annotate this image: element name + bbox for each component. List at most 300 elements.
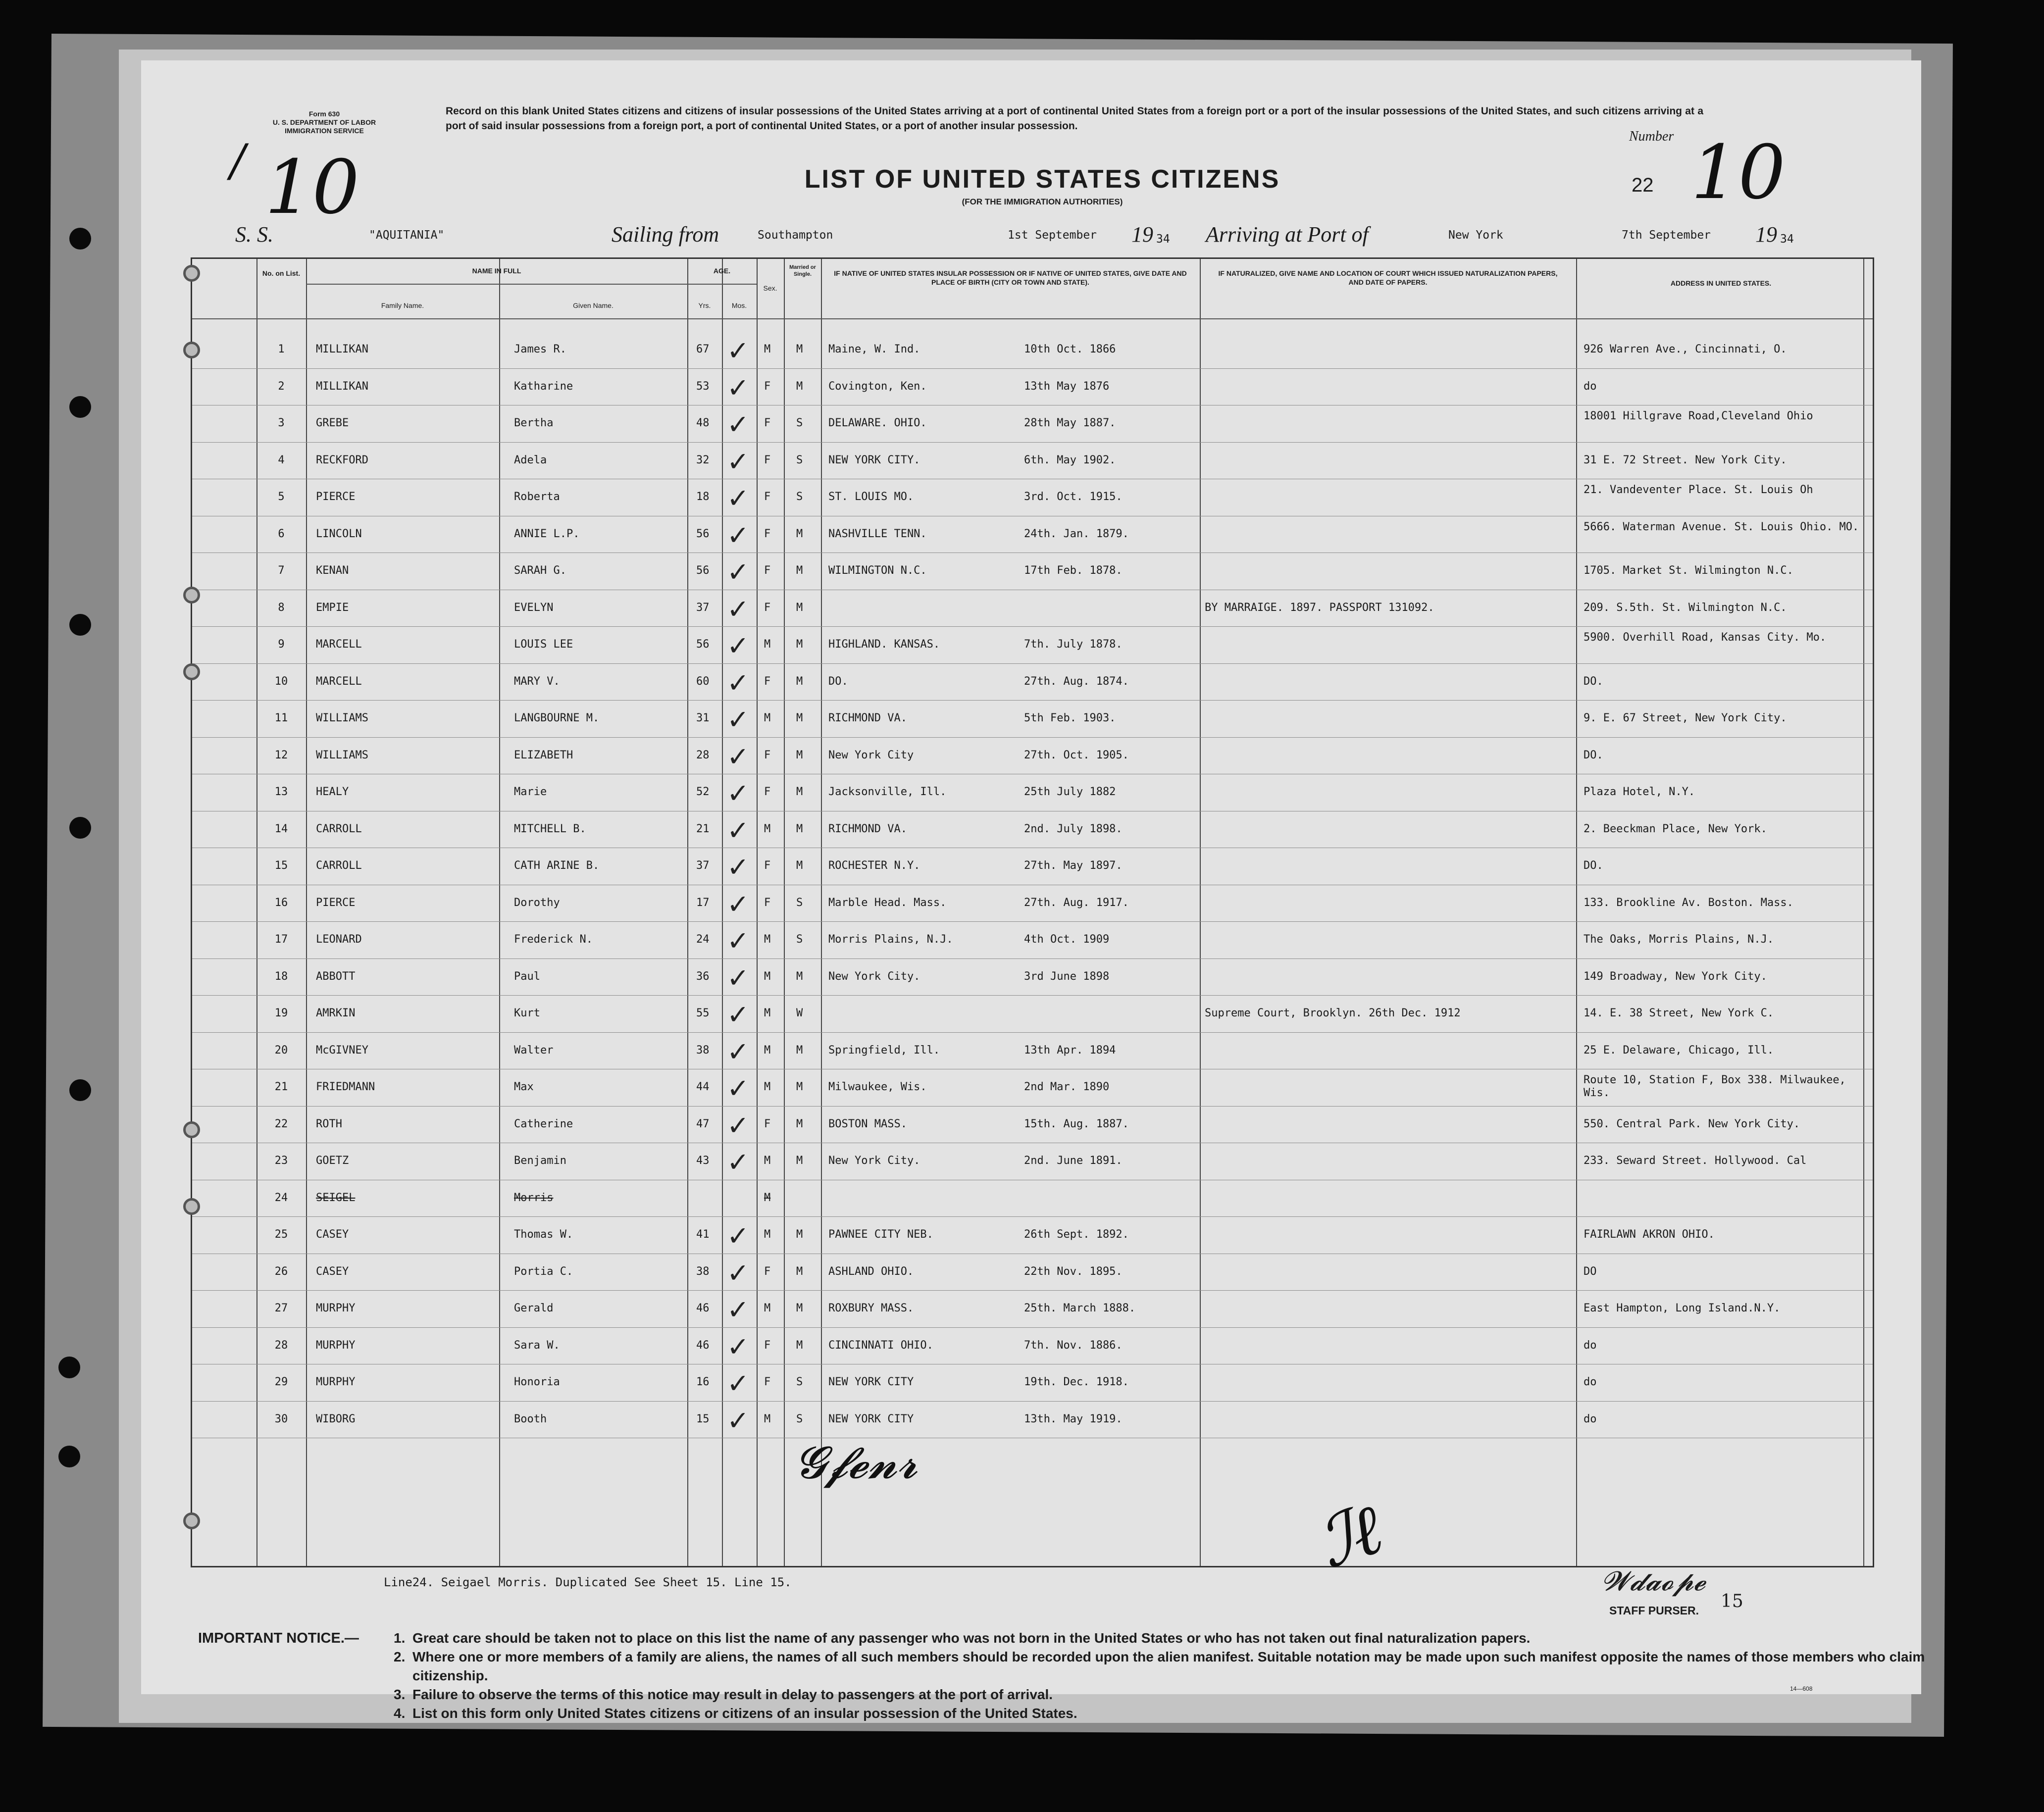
marital-status: M [796,1081,803,1093]
birth-place: WILMINGTON N.C. [828,564,927,577]
arriving-label: Arriving at Port of [1206,222,1369,247]
address: 2. Beeckman Place, New York. [1584,822,1767,835]
address: do [1584,1412,1597,1425]
age-years: 21 [696,822,710,835]
age-years: 18 [696,491,710,503]
page-number: 15 [1721,1591,1743,1611]
birth-place: Marble Head. Mass. [828,896,947,909]
check-mark-icon: ✓ [727,1073,750,1104]
age-years: 67 [696,343,710,355]
notice-item: 3. Failure to observe the terms of this notice may result in delay to passengers at the port of arrival. [394,1687,1053,1702]
birth-place: NEW YORK CITY [828,1376,914,1388]
passenger-row [192,592,1876,628]
address: 926 Warren Ave., Cincinnati, O. [1584,343,1787,355]
sailing-label: Sailing from [612,222,719,247]
birth-date: 17th Feb. 1878. [1024,564,1123,577]
row-number: 23 [274,1155,288,1167]
birth-date: 2nd Mar. 1890 [1024,1081,1110,1093]
sex: F [764,380,771,393]
given-name: Kurt [514,1007,540,1019]
sex: F [764,749,771,761]
check-mark-icon: ✓ [727,1147,750,1178]
check-mark-icon: ✓ [727,409,750,440]
header-birth: IF NATIVE OF UNITED STATES INSULAR POSSESSION OR IF NATIVE OF UNITED STATES, GIVE DATE AND PLACE OF BIRTH (CITY OR TOWN AND STATE). [834,269,1187,286]
address: 1705. Market St. Wilmington N.C. [1584,564,1793,577]
age-years: 47 [696,1117,710,1130]
marital-status: M [796,786,803,798]
marital-status: M [796,712,803,724]
birth-place: ROCHESTER N.Y. [828,859,920,872]
form-identifier [255,110,394,135]
binder-hole [69,817,91,839]
header-age: AGE. [713,267,731,275]
family-name: WILLIAMS [316,712,368,724]
age-years: 15 [696,1412,710,1425]
sex: M [764,1228,771,1241]
check-mark-icon: ✓ [727,1036,750,1067]
address: 550. Central Park. New York City. [1584,1117,1800,1130]
age-years: 24 [696,933,710,946]
family-name: CASEY [316,1265,349,1278]
marital-status: M [796,859,803,872]
check-mark-icon: ✓ [727,778,750,809]
birth-date: 6th. May 1902. [1024,453,1116,466]
address: The Oaks, Morris Plains, N.J. [1584,933,1774,946]
age-years: 55 [696,1007,710,1019]
given-name: Frederick N. [514,933,593,946]
birth-date: 28th May 1887. [1024,417,1116,429]
marital-status: S [796,933,803,946]
form-number: Form 630 [308,110,340,118]
family-name: GOETZ [316,1155,349,1167]
birth-place: ASHLAND OHIO. [828,1265,914,1278]
purser-signature: 𝓦𝓭𝓪𝓸𝓹𝓮 [1602,1565,1706,1597]
passenger-row [192,960,1876,997]
address: 209. S.5th. St. Wilmington N.C. [1584,601,1787,614]
birth-date: 7th. Nov. 1886. [1024,1339,1123,1352]
age-years: 56 [696,564,710,577]
marital-status: M [796,601,803,614]
address: 133. Brookline Av. Boston. Mass. [1584,896,1793,909]
family-name: SEIGEL [316,1191,356,1204]
row-number: 30 [274,1412,288,1425]
marital-status: M [796,527,803,540]
birth-place: RICHMOND VA. [828,712,907,724]
birth-date: 4th Oct. 1909 [1024,933,1110,946]
passenger-row [192,850,1876,886]
birth-date: 3rd June 1898 [1024,970,1110,983]
sex: F [764,1117,771,1130]
sex: M [764,1081,771,1093]
birth-date: 2nd. July 1898. [1024,822,1123,835]
family-name: PIERCE [316,491,356,503]
age-years: 28 [696,749,710,761]
row-number: 14 [274,822,288,835]
birth-place: Springfield, Ill. [828,1044,940,1057]
address: 21. Vandeventer Place. St. Louis Oh [1584,484,1813,496]
age-years: 41 [696,1228,710,1241]
sail-date: 1st September [1008,229,1097,242]
row-number: 28 [274,1339,288,1352]
manifest-sheet [141,60,1925,1721]
marital-status: M [796,1044,803,1057]
address: 9. E. 67 Street, New York City. [1584,712,1787,724]
given-name: Adela [514,453,547,466]
birth-place: RICHMOND VA. [828,822,907,835]
passenger-row [192,887,1876,923]
given-name: Katharine [514,380,573,393]
passenger-row [192,1256,1876,1292]
address: DO. [1584,749,1603,761]
binder-hole [69,396,91,418]
passenger-row [192,1182,1876,1218]
binder-hole [58,1446,80,1467]
birth-place: DO. [828,675,848,688]
row-number: 27 [274,1302,288,1314]
passenger-row [192,554,1876,591]
address: 18001 Hillgrave Road,Cleveland Ohio [1584,410,1813,422]
department-name: U. S. DEPARTMENT OF LABOR [272,118,376,126]
duplicate-footnote: Line24. Seigael Morris. Duplicated See Sheet 15. Line 15. [384,1575,792,1589]
sex: F [764,786,771,798]
port-to: New York [1448,229,1503,242]
header-naturalized: IF NATURALIZED, GIVE NAME AND LOCATION OF COURT WHICH ISSUED NATURALIZATION PAPERS, AND DATE OF PAPERS. [1218,269,1558,286]
given-name: Honoria [514,1376,560,1388]
check-mark-icon: ✓ [727,999,750,1030]
row-number: 26 [274,1265,288,1278]
binder-hole [69,1079,91,1101]
birth-date: 10th Oct. 1866 [1024,343,1116,355]
passenger-row [192,333,1876,370]
row-number: 25 [274,1228,288,1241]
check-mark-icon: ✓ [727,741,750,772]
form-code: 14—608 [1790,1685,1813,1692]
row-number: 6 [278,527,285,540]
marital-status: S [796,453,803,466]
marital-status: M [796,1339,803,1352]
binder-ring [183,1198,200,1215]
notice-item: 4. List on this form only United States citizens or citizens of an insular possession of the United States. [394,1706,1077,1721]
age-years: 37 [696,859,710,872]
passenger-row [192,1108,1876,1145]
given-name: Gerald [514,1302,554,1314]
marital-status: M [796,380,803,393]
age-years: 31 [696,712,710,724]
birth-place: HIGHLAND. KANSAS. [828,638,940,651]
address: do [1584,380,1597,393]
passenger-row [192,702,1876,739]
passenger-row [192,776,1876,812]
header-name-in-full: NAME IN FULL [472,267,521,275]
sex: F [764,564,771,577]
family-name: ABBOTT [316,970,356,983]
passenger-row [192,1145,1876,1181]
family-name: MARCELL [316,675,362,688]
header-sex: Sex. [763,284,777,292]
given-name: SARAH G. [514,564,566,577]
check-mark-icon: ✓ [727,372,750,403]
marital-status: W [796,1007,803,1019]
family-name: EMPIE [316,601,349,614]
marital-status: M [796,749,803,761]
birth-place: New York City. [828,1155,920,1167]
passenger-row [192,1329,1876,1366]
check-mark-icon: ✓ [727,814,750,846]
row-number: 2 [278,380,285,393]
age-years: 56 [696,527,710,540]
family-name: RECKFORD [316,453,368,466]
sex: M [764,822,771,835]
inspector-signature: ℐℓ [1308,1488,1392,1585]
age-years: 43 [696,1155,710,1167]
given-name: Morris [514,1191,554,1204]
given-name: Walter [514,1044,554,1057]
check-mark-icon: ✓ [727,852,750,883]
row-number: 8 [278,601,285,614]
family-name: MURPHY [316,1376,356,1388]
row-number: 19 [274,1007,288,1019]
marital-status: M [796,970,803,983]
check-mark-icon: ✓ [727,446,750,477]
passenger-row [192,370,1876,407]
given-name: ANNIE L.P. [514,527,580,540]
given-name: MITCHELL B. [514,822,586,835]
address: 25 E. Delaware, Chicago, Ill. [1584,1044,1774,1057]
header-married-single: Married or Single. [789,264,816,277]
passenger-row [192,997,1876,1034]
age-years: 52 [696,786,710,798]
arrive-date: 7th September [1622,229,1711,242]
passenger-row [192,813,1876,850]
given-name: MARY V. [514,675,560,688]
given-name: Sara W. [514,1339,560,1352]
family-name: MURPHY [316,1302,356,1314]
given-name: James R. [514,343,566,355]
age-years: 38 [696,1044,710,1057]
age-years: 17 [696,896,710,909]
birth-date: 5th Feb. 1903. [1024,712,1116,724]
birth-date: 7th. July 1878. [1024,638,1123,651]
passenger-row [192,407,1876,444]
check-mark-icon: ✓ [727,1405,750,1436]
row-number: 3 [278,417,285,429]
check-mark-icon: ✓ [727,1257,750,1289]
header-given-name: Given Name. [573,302,613,309]
row-number: 18 [274,970,288,983]
birth-place: ROXBURY MASS. [828,1302,914,1314]
arrive-year: 34 [1780,233,1794,246]
sex: F [764,1265,771,1278]
birth-place: ST. LOUIS MO. [828,491,914,503]
birth-place: Morris Plains, N.J. [828,933,953,946]
address: 5900. Overhill Road, Kansas City. Mo. [1584,631,1827,644]
birth-place: BOSTON MASS. [828,1117,907,1130]
birth-date: 27th. Aug. 1874. [1024,675,1129,688]
row-number: 13 [274,786,288,798]
intro-instructions: Record on this blank United States citizens and citizens of insular possessions of the United States arriving at a port of continental United States from a foreign port or a port of the insular possessions of the United States, and such citizens arriving at a port of said insular possessions from a foreign port, a port of continental United States, or a port of another insular possession. [446,105,1703,132]
binder-ring [183,587,200,604]
passenger-row [192,1034,1876,1071]
family-name: LEONARD [316,933,362,946]
family-name: CARROLL [316,822,362,835]
age-years: 16 [696,1376,710,1388]
row-number: 12 [274,749,288,761]
check-mark-icon: ✓ [727,1331,750,1362]
birth-date: 22th Nov. 1895. [1024,1265,1123,1278]
age-years: 56 [696,638,710,651]
family-name: LINCOLN [316,527,362,540]
row-number: 4 [278,453,285,466]
birth-place: DELAWARE. OHIO. [828,417,927,429]
birth-date: 26th Sept. 1892. [1024,1228,1129,1241]
family-name: WIBORG [316,1412,356,1425]
given-name: LANGBOURNE M. [514,712,600,724]
check-mark-icon: ✓ [727,1109,750,1141]
sex: F [764,859,771,872]
birth-date: 13th. May 1919. [1024,1412,1123,1425]
row-number: 22 [274,1117,288,1130]
address: East Hampton, Long Island.N.Y. [1584,1302,1781,1314]
marital-status: M [796,1265,803,1278]
service-name: IMMIGRATION SERVICE [285,127,364,135]
sex: M [764,343,771,355]
birth-place: NEW YORK CITY [828,1412,914,1425]
birth-date: 25th. March 1888. [1024,1302,1136,1314]
binder-hole [69,228,91,250]
given-name: LOUIS LEE [514,638,573,651]
sex: M [764,1044,771,1057]
address: FAIRLAWN AKRON OHIO. [1584,1228,1715,1241]
binder-hole [58,1357,80,1378]
check-mark-icon: ✓ [727,335,750,366]
row-number: 7 [278,564,285,577]
age-years: 37 [696,601,710,614]
sex: M [764,1191,771,1204]
marital-status: S [796,491,803,503]
header-address: ADDRESS IN UNITED STATES. [1670,279,1772,287]
row-number: 5 [278,491,285,503]
given-name: Roberta [514,491,560,503]
given-name: EVELYN [514,601,554,614]
notice-item: 1. Great care should be taken not to place on this list the name of any passenger who was not born in the United States or who has not taken out final naturalization papers. [394,1630,1531,1646]
naturalization: Supreme Court, Brooklyn. 26th Dec. 1912 [1205,1007,1461,1019]
marital-status: S [796,1412,803,1425]
birth-place: NASHVILLE TENN. [828,527,927,540]
ss-label: S. S. [235,222,273,247]
given-name: Bertha [514,417,554,429]
sex: F [764,601,771,614]
address: DO [1584,1265,1597,1278]
age-years: 46 [696,1302,710,1314]
check-mark-icon: ✓ [727,704,750,735]
passenger-row [192,1071,1876,1107]
passenger-row [192,923,1876,960]
address: do [1584,1376,1597,1388]
given-name: Portia C. [514,1265,573,1278]
row-number: 11 [274,712,288,724]
sex: F [764,527,771,540]
address: 14. E. 38 Street, New York C. [1584,1007,1774,1019]
passenger-row [192,1218,1876,1255]
birth-place: New York City [828,749,914,761]
notice-item: 2. Where one or more members of a family are aliens, the names of all such members should be recorded upon the alien manifest. Suitable notation may be made upon such manifest opposite the names of those members who claim citizenship. [394,1649,1925,1683]
birth-place: Milwaukee, Wis. [828,1081,927,1093]
sex: F [764,417,771,429]
sex: F [764,1339,771,1352]
handwritten-stroke: / [230,135,246,187]
header-family-name: Family Name. [381,302,424,309]
row-number: 16 [274,896,288,909]
sex: M [764,933,771,946]
notice-heading: IMPORTANT NOTICE.— [198,1630,359,1646]
marital-status: M [796,1117,803,1130]
passenger-row [192,1403,1876,1440]
address: DO. [1584,675,1603,688]
check-mark-icon: ✓ [727,1220,750,1252]
sex: M [764,1412,771,1425]
birth-place: Jacksonville, Ill. [828,786,947,798]
age-years: 32 [696,453,710,466]
port-from: Southampton [758,229,833,242]
handwritten-sheet-mark-right: 10 [1691,130,1786,216]
birth-date: 2nd. June 1891. [1024,1155,1123,1167]
birth-date: 27th. Aug. 1917. [1024,896,1129,909]
birth-date: 19th. Dec. 1918. [1024,1376,1129,1388]
row-number: 10 [274,675,288,688]
marital-status: M [796,1155,803,1167]
given-name: Dorothy [514,896,560,909]
marital-status: S [796,417,803,429]
check-mark-icon: ✓ [727,1294,750,1325]
passenger-row [192,1292,1876,1329]
check-mark-icon: ✓ [727,962,750,994]
family-name: CASEY [316,1228,349,1241]
given-name: CATH ARINE B. [514,859,600,872]
family-name: MURPHY [316,1339,356,1352]
binder-ring [183,1121,200,1138]
sex: F [764,675,771,688]
page-title: LIST OF UNITED STATES CITIZENS [804,165,1280,194]
address: Route 10, Station F, Box 338. Milwaukee, Wis. [1584,1074,1846,1099]
address: 233. Seward Street. Hollywood. Cal [1584,1155,1807,1167]
passenger-row [192,444,1876,481]
family-name: MILLIKAN [316,343,368,355]
family-name: GREBE [316,417,349,429]
marital-status: S [796,1376,803,1388]
row-number: 17 [274,933,288,946]
header-rule [306,284,687,285]
given-name: Booth [514,1412,547,1425]
family-name: FRIEDMANN [316,1081,375,1093]
given-name: Max [514,1081,534,1093]
family-name: McGIVNEY [316,1044,368,1057]
address: DO. [1584,859,1603,872]
age-years: 36 [696,970,710,983]
given-name: Paul [514,970,540,983]
given-name: Benjamin [514,1155,566,1167]
sex: M [764,712,771,724]
sheet-number: 22 [1632,174,1654,196]
sex: F [764,896,771,909]
voyage-line [141,218,1921,248]
check-mark-icon: ✓ [727,630,750,661]
binder-hole [69,614,91,636]
marital-status: M [796,564,803,577]
birth-place: CINCINNATI OHIO. [828,1339,933,1352]
sex: M [764,1302,771,1314]
given-name: Catherine [514,1117,573,1130]
passenger-row [192,1366,1876,1403]
